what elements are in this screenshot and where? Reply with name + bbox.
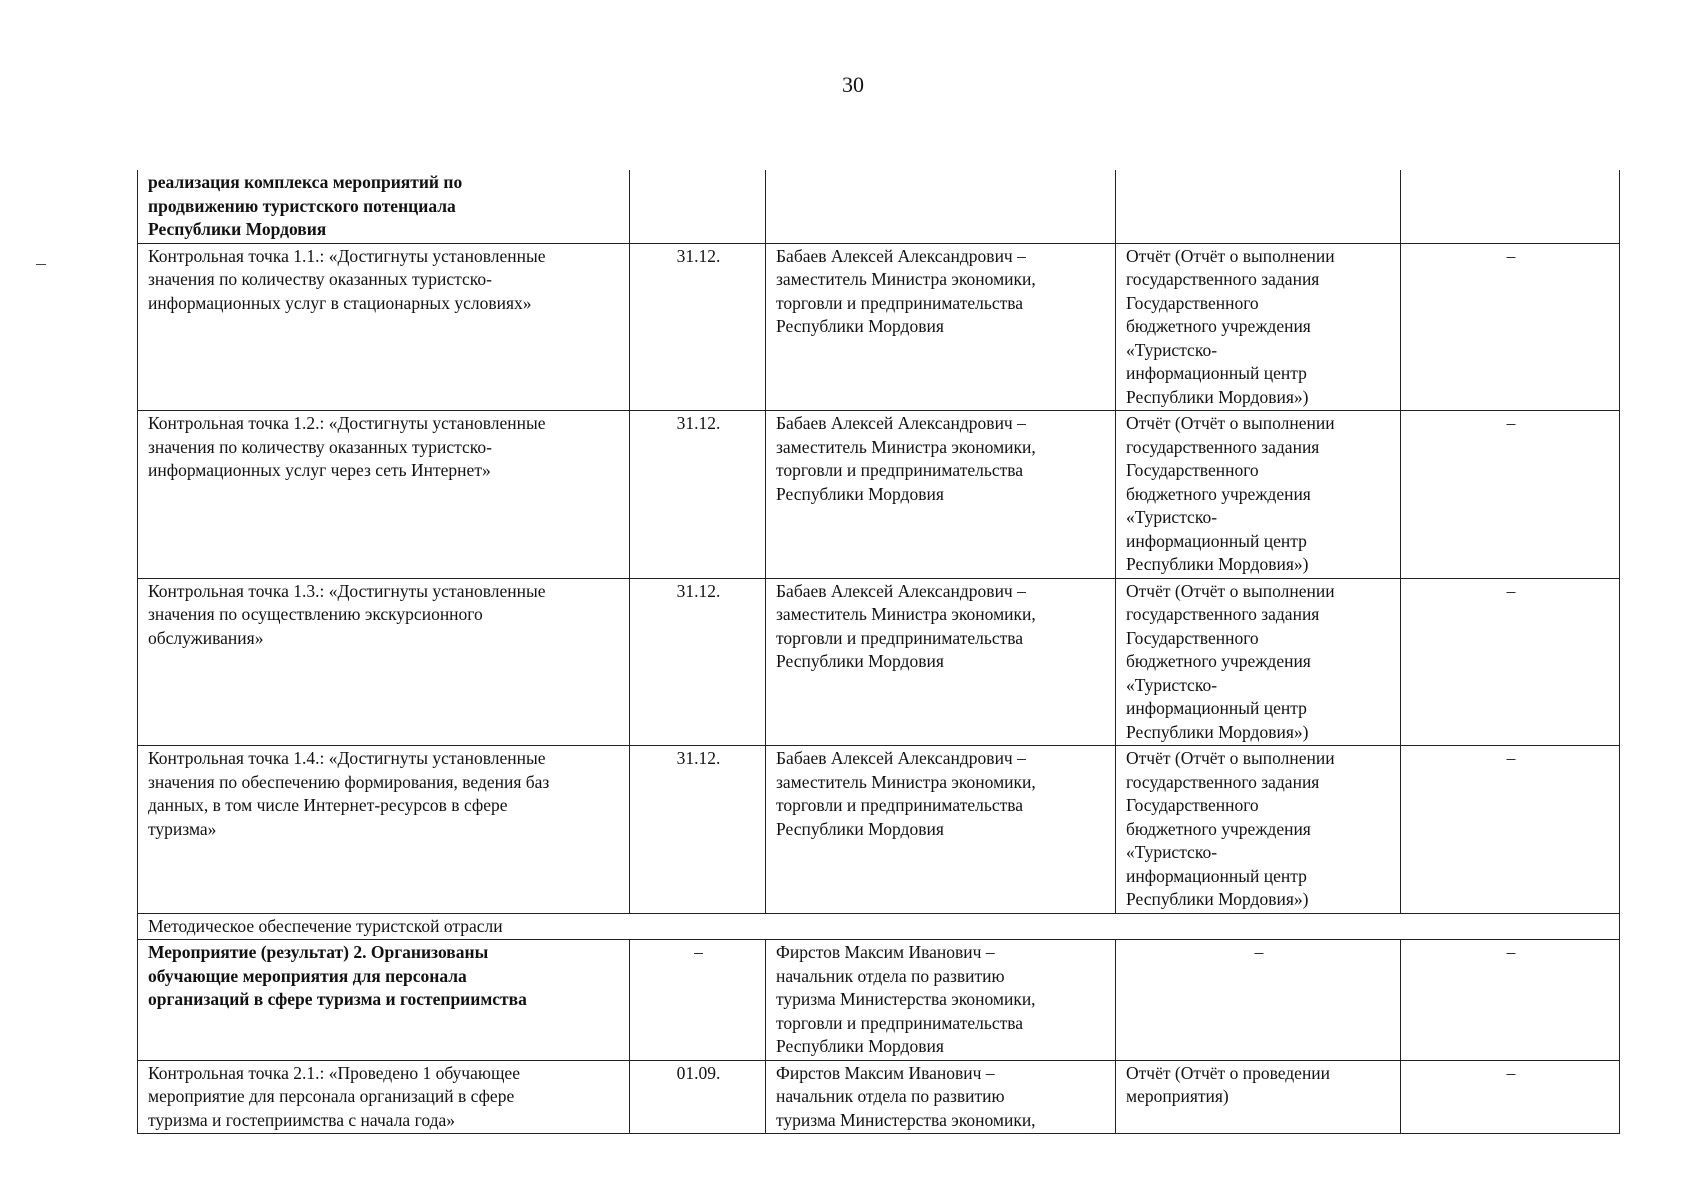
cell-name: Контрольная точка 1.4.: «Достигнуты установленные значения по обеспечению формирования, ведения баз данных, в том числе Интернет-ресурсов в сфере туризма»	[138, 746, 630, 914]
cell-responsible: Бабаев Алексей Александрович – заместитель Министра экономики, торговли и предпринимательства Республики Мордовия	[766, 746, 1116, 914]
cell-document: Отчёт (Отчёт о выполнении государственного задания Государственного бюджетного учреждения «Туристско- информационный центр Республики Мордовия»)	[1116, 411, 1401, 579]
cell-document: Отчёт (Отчёт о проведении мероприятия)	[1116, 1060, 1401, 1134]
cell-date: 31.12.	[630, 746, 766, 914]
cell-info-system: –	[1401, 578, 1620, 746]
cell-responsible: Бабаев Алексей Александрович – заместитель Министра экономики, торговли и предпринимательства Республики Мордовия	[766, 578, 1116, 746]
cell-info-system: –	[1401, 940, 1620, 1061]
cell-name: Мероприятие (результат) 2. Организованы обучающие мероприятия для персонала организаций в сфере туризма и гостеприимства	[138, 940, 630, 1061]
control-points-table	[137, 170, 1620, 1134]
table-row	[138, 578, 1620, 746]
section-row	[138, 913, 1620, 940]
cell-document: Отчёт (Отчёт о выполнении государственного задания Государственного бюджетного учреждения «Туристско- информационный центр Республики Мордовия»)	[1116, 578, 1401, 746]
cell-date: 31.12.	[630, 411, 766, 579]
cell-document: –	[1116, 940, 1401, 1061]
cell-info-system: –	[1401, 243, 1620, 411]
page-number: 30	[842, 72, 864, 97]
cell-document: Отчёт (Отчёт о выполнении государственного задания Государственного бюджетного учреждения «Туристско- информационный центр Республики Мордовия»)	[1116, 746, 1401, 914]
table-row	[138, 1060, 1620, 1134]
cell-responsible	[766, 170, 1116, 243]
table-row	[138, 746, 1620, 914]
table-row	[138, 411, 1620, 579]
table-row	[138, 940, 1620, 1061]
cell-info-system: –	[1401, 1060, 1620, 1134]
cell-name: Контрольная точка 1.3.: «Достигнуты установленные значения по осуществлению экскурсионного обслуживания»	[138, 578, 630, 746]
cell-name: реализация комплекса мероприятий по продвижению туристского потенциала Республики Мордовия	[138, 170, 630, 243]
cell-info-system	[1401, 170, 1620, 243]
cell-date	[630, 170, 766, 243]
table-row	[138, 170, 1620, 243]
cell-responsible: Бабаев Алексей Александрович – заместитель Министра экономики, торговли и предпринимательства Республики Мордовия	[766, 243, 1116, 411]
cell-name: Контрольная точка 1.2.: «Достигнуты установленные значения по количеству оказанных туристско- информационных услуг через сеть Интернет»	[138, 411, 630, 579]
cell-document: Отчёт (Отчёт о выполнении государственного задания Государственного бюджетного учреждения «Туристско- информационный центр Республики Мордовия»)	[1116, 243, 1401, 411]
cell-date: –	[630, 940, 766, 1061]
section-title: Методическое обеспечение туристской отрасли	[138, 913, 1620, 940]
cell-info-system: –	[1401, 411, 1620, 579]
cell-date: 31.12.	[630, 578, 766, 746]
cell-responsible: Фирстов Максим Иванович – начальник отдела по развитию туризма Министерства экономики,	[766, 1060, 1116, 1134]
cell-name: Контрольная точка 1.1.: «Достигнуты установленные значения по количеству оказанных туристско- информационных услуг в стационарных условиях»	[138, 243, 630, 411]
cell-date: 01.09.	[630, 1060, 766, 1134]
cell-document	[1116, 170, 1401, 243]
cell-info-system: –	[1401, 746, 1620, 914]
cell-date: 31.12.	[630, 243, 766, 411]
table-row	[138, 243, 1620, 411]
cell-responsible: Фирстов Максим Иванович – начальник отдела по развитию туризма Министерства экономики, торговли и предпринимательства Республики Мордовия	[766, 940, 1116, 1061]
cell-responsible: Бабаев Алексей Александрович – заместитель Министра экономики, торговли и предпринимательства Республики Мордовия	[766, 411, 1116, 579]
cell-name: Контрольная точка 2.1.: «Проведено 1 обучающее мероприятие для персонала организаций в сфере туризма и гостеприимства с начала года»	[138, 1060, 630, 1134]
scan-mark	[36, 264, 46, 265]
